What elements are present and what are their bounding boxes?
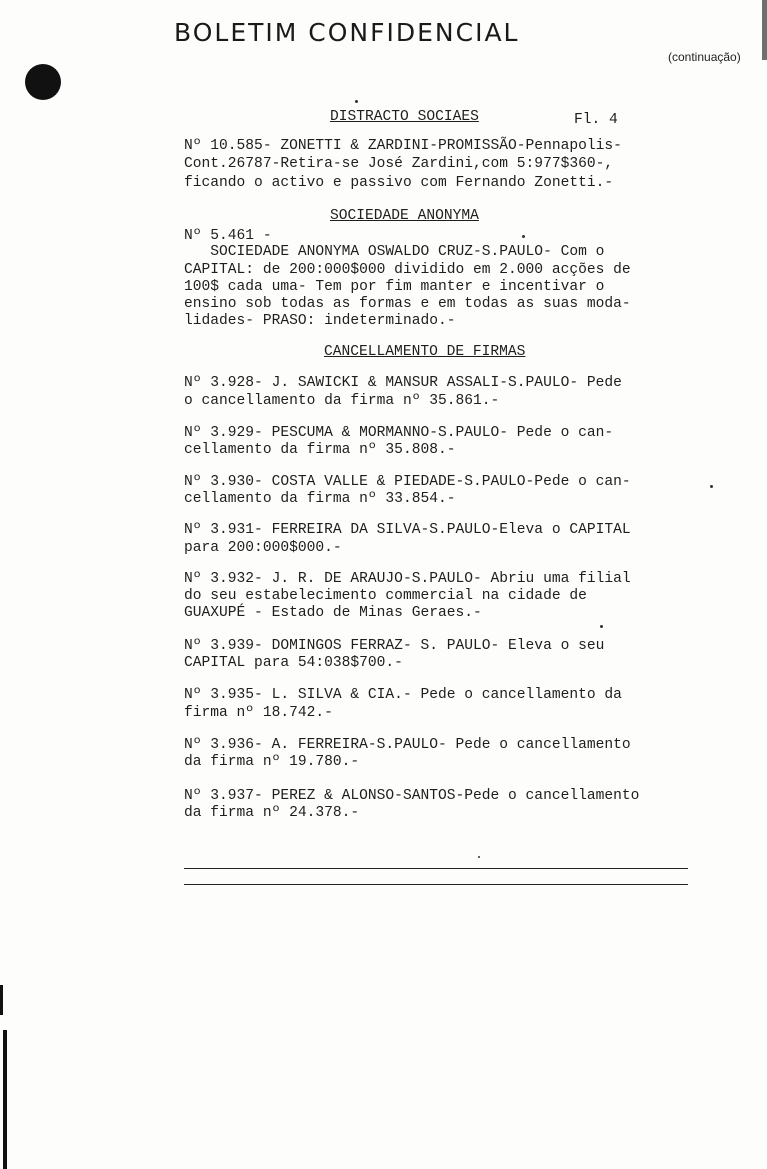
entry-line: Nº 3.936- A. FERREIRA-S.PAULO- Pede o cancellamento: [184, 737, 631, 753]
entry-line: Nº 3.932- J. R. DE ARAUJO-S.PAULO- Abriu uma filial: [184, 571, 631, 587]
distracto-line: Cont.26787-Retira-se José Zardini,com 5:977$360-,: [184, 156, 614, 172]
punch-hole: [25, 64, 61, 100]
sociedade-line: CAPITAL: de 200:000$000 dividido em 2.000 acções de: [184, 262, 631, 278]
entry-line: da firma nº 24.378.-: [184, 805, 360, 821]
bulletin-title: BOLETIM CONFIDENCIAL: [174, 18, 520, 47]
scan-speck: [522, 235, 525, 238]
scan-edge-mark: [0, 985, 3, 1015]
entry-line: Nº 3.931- FERREIRA DA SILVA-S.PAULO-Eleva o CAPITAL: [184, 522, 631, 538]
entry-line: Nº 3.935- L. SILVA & CIA.- Pede o cancellamento da: [184, 687, 622, 703]
entry-line: do seu estabelecimento commercial na cidade de: [184, 588, 587, 604]
scan-speck: [355, 100, 358, 103]
distracto-line: Nº 10.585- ZONETTI & ZARDINI-PROMISSÃO-Pennapolis-: [184, 138, 622, 154]
distractos-heading: DISTRACTO SOCIAES: [330, 109, 479, 125]
sociedade-line: ensino sob todas as formas e em todas as suas moda-: [184, 296, 631, 312]
entry-line: o cancellamento da firma nº 35.861.-: [184, 393, 500, 409]
scan-speck: [710, 485, 713, 488]
cancellamento-heading: CANCELLAMENTO DE FIRMAS: [324, 344, 526, 360]
sociedade-heading: SOCIEDADE ANONYMA: [330, 208, 479, 224]
entry-line: Nº 3.930- COSTA VALLE & PIEDADE-S.PAULO-Pede o can-: [184, 474, 631, 490]
entry-line: CAPITAL para 54:038$700.-: [184, 655, 403, 671]
sociedade-line: 100$ cada uma- Tem por fim manter e incentivar o: [184, 279, 605, 295]
closing-rule: [184, 868, 688, 869]
entry-line: firma nº 18.742.-: [184, 705, 333, 721]
sociedade-line: SOCIEDADE ANONYMA OSWALDO CRUZ-S.PAULO- Com o: [184, 244, 605, 260]
folio-number: Fl. 4: [574, 112, 618, 128]
entry-line: Nº 3.939- DOMINGOS FERRAZ- S. PAULO- Eleva o seu: [184, 638, 605, 654]
entry-line: da firma nº 19.780.-: [184, 754, 360, 770]
scan-speck: [600, 625, 603, 628]
entry-line: Nº 3.937- PEREZ & ALONSO-SANTOS-Pede o cancellamento: [184, 788, 640, 804]
entry-line: para 200:000$000.-: [184, 540, 342, 556]
sociedade-line: Nº 5.461 -: [184, 228, 272, 244]
closing-rule: [184, 884, 688, 885]
continuation-note: (continuação): [668, 50, 741, 64]
sociedade-line: lidades- PRASO: indeterminado.-: [184, 313, 456, 329]
scan-edge-mark: [762, 0, 767, 60]
entry-line: Nº 3.928- J. SAWICKI & MANSUR ASSALI-S.PAULO- Pede: [184, 375, 622, 391]
entry-line: cellamento da firma nº 33.854.-: [184, 491, 456, 507]
entry-line: GUAXUPÉ - Estado de Minas Geraes.-: [184, 605, 482, 621]
scan-speck: [478, 856, 480, 858]
entry-line: Nº 3.929- PESCUMA & MORMANNO-S.PAULO- Pede o can-: [184, 425, 614, 441]
scan-edge-mark: [3, 1030, 7, 1169]
distracto-line: ficando o activo e passivo com Fernando Zonetti.-: [184, 175, 614, 191]
entry-line: cellamento da firma nº 35.808.-: [184, 442, 456, 458]
